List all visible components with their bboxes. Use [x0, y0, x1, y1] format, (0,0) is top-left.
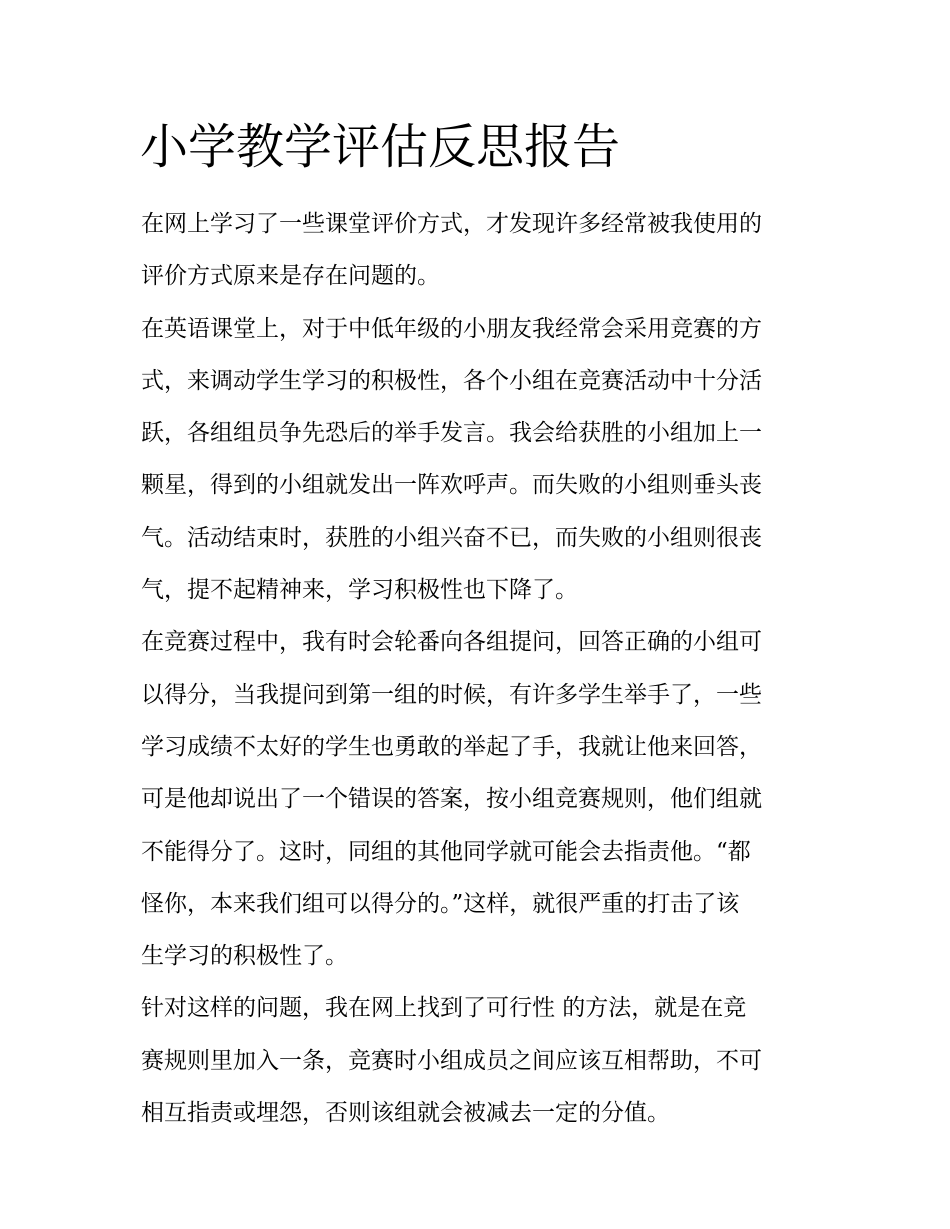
paragraph-intro: [141, 198, 813, 303]
text-line: 气。活动结束时，获胜的小组兴奋不已，而失败的小组则很丧: [141, 524, 762, 551]
text-line: 在英语课堂上，对于中低年级的小朋友我经常会采用竞赛的方: [141, 315, 762, 342]
text-line: 针对这样的问题，我在网上找到了可行性 的方法，就是在竞: [141, 995, 747, 1022]
text-line: 生学习的积极性了。: [141, 943, 348, 970]
text-line: 跃，各组组员争先恐后的举手发言。我会给获胜的小组加上一: [141, 420, 762, 447]
text-line: 不能得分了。这时，同组的其他同学就可能会去指责他。“都: [141, 838, 751, 865]
text-line: 怪你，本来我们组可以得分的。”这样，就很严重的打击了该: [141, 890, 740, 917]
text-line: 在网上学习了一些课堂评价方式，才发现许多经常被我使用的: [141, 211, 762, 237]
paragraph-competition: [141, 303, 813, 617]
text-line: 颗星，得到的小组就发出一阵欢呼声。而失败的小组则垂头丧: [141, 472, 762, 499]
text-line: 学习成绩不太好的学生也勇敢的举起了手，我就让他来回答，: [141, 733, 762, 760]
text-line: 相互指责或埋怨，否则该组就会被减去一定的分值。: [141, 1100, 670, 1127]
text-line: 在竞赛过程中，我有时会轮番向各组提问，回答正确的小组可: [141, 629, 762, 656]
document-body: [141, 198, 813, 1139]
text-line: 气，提不起精神来，学习积极性也下降了。: [141, 577, 578, 604]
text-line: 以得分，当我提问到第一组的时候，有许多学生举手了，一些: [141, 681, 762, 708]
paragraph-solution: [141, 982, 813, 1139]
text-line: 评价方式原来是存在问题的。: [141, 263, 440, 290]
text-line: 可是他却说出了一个错误的答案，按小组竞赛规则，他们组就: [141, 786, 762, 813]
text-line: 赛规则里加入一条，竞赛时小组成员之间应该互相帮助，不可: [141, 1047, 762, 1074]
paragraph-process: [141, 616, 813, 982]
text-line: 式，来调动学生学习的积极性，各个小组在竞赛活动中十分活: [141, 367, 762, 394]
document-title: 小学教学评估反思报告: [140, 119, 621, 175]
